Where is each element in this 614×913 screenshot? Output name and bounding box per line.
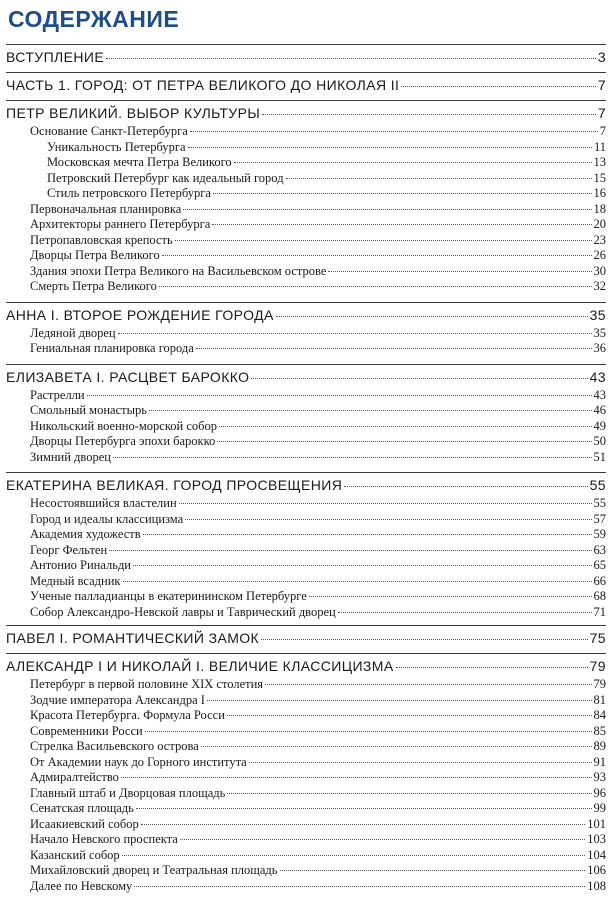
toc-entry[interactable]	[6, 434, 606, 450]
toc-page-number: 91	[593, 754, 606, 769]
dot-leader	[261, 639, 588, 640]
toc-entry[interactable]	[6, 589, 606, 605]
dot-leader	[162, 255, 592, 256]
toc-entry-title: Исаакиевский собор	[30, 816, 139, 831]
dot-leader	[249, 762, 592, 763]
toc-entry[interactable]	[6, 786, 606, 802]
toc-entry-title: Архитекторы раннего Петербурга	[30, 217, 211, 231]
dot-leader	[234, 162, 592, 163]
dot-leader	[396, 667, 588, 668]
dot-leader	[328, 271, 591, 272]
toc-entry[interactable]	[6, 677, 606, 693]
dot-leader	[185, 519, 591, 520]
toc-entry[interactable]	[6, 388, 606, 404]
toc-entry-title: Первоначальная планировка	[30, 201, 182, 216]
dot-leader	[113, 457, 592, 458]
toc-page-number: 71	[593, 604, 606, 619]
toc-page-number: 57	[593, 511, 606, 526]
toc-entry-title: АННА I. ВТОРОЕ РОЖДЕНИЕ ГОРОДА	[6, 306, 274, 323]
dot-leader	[251, 378, 587, 379]
dot-leader	[149, 410, 592, 411]
toc-page-number: 7	[599, 124, 606, 138]
toc-page-number: 7	[597, 77, 606, 93]
toc-chapter-heading[interactable]	[6, 367, 606, 387]
dot-leader	[179, 503, 592, 504]
toc-entry-title: Стиль петровского Петербурга	[47, 186, 211, 200]
toc-section	[6, 100, 606, 295]
dot-leader	[133, 565, 592, 566]
toc-entry-title: ВСТУПЛЕНИЕ	[6, 49, 105, 65]
toc-page-number: 75	[589, 630, 606, 646]
toc-page-number: 46	[593, 403, 606, 417]
toc-page-number: 93	[593, 770, 606, 784]
toc-entry-title: Начало Невского проспекта	[30, 832, 178, 846]
toc-chapter-heading[interactable]	[6, 75, 606, 95]
toc-entry[interactable]	[6, 527, 606, 543]
toc-entry-title: Петропавловская крепость	[30, 232, 173, 247]
toc-entry-title: Казанский собор	[30, 847, 120, 862]
dot-leader	[262, 114, 596, 115]
dot-leader	[145, 731, 592, 732]
toc-entry[interactable]	[6, 574, 606, 590]
toc-page-number: 55	[589, 477, 606, 493]
toc-entry-title: Растрелли	[30, 387, 85, 402]
toc-entry-title: Зодчие императора Александра I	[30, 692, 205, 707]
toc-page-number: 35	[589, 306, 606, 323]
toc-page-number: 7	[597, 105, 606, 121]
toc-entry-title: Далее по Невскому	[30, 878, 133, 893]
toc-section	[6, 653, 606, 894]
toc-entry-title: Собор Александро-Невской лавры и Таврический дворец	[30, 604, 336, 619]
toc-entry[interactable]	[6, 848, 606, 864]
dot-leader	[123, 581, 592, 582]
toc-entry[interactable]	[6, 832, 606, 848]
dot-leader	[134, 886, 585, 887]
toc-entry-title: Антонио Ринальди	[30, 558, 131, 572]
toc-entry[interactable]	[6, 817, 606, 833]
toc-entry-title: Петербург в первой половине XIX столетия	[30, 677, 264, 691]
dot-leader	[109, 550, 591, 551]
dot-leader	[141, 824, 586, 825]
dot-leader	[188, 147, 592, 148]
toc-entry-title: Медный всадник	[30, 573, 121, 588]
toc-entry[interactable]	[6, 450, 606, 466]
toc-entry[interactable]	[6, 264, 606, 280]
toc-entry-title: Зимний дворец	[30, 449, 111, 464]
toc-entry-title: Уникальность Петербурга	[47, 139, 186, 154]
toc-page-number: 108	[587, 878, 606, 893]
toc-entry[interactable]	[6, 770, 606, 786]
toc-entry-title: Михайловский дворец и Театральная площадь	[30, 863, 278, 877]
toc-page-number: 66	[593, 573, 606, 588]
toc-entry[interactable]	[6, 863, 606, 879]
toc-entry-title: Основание Санкт-Петербурга	[30, 124, 188, 138]
toc-entry-title: Георг Фельтен	[30, 542, 108, 557]
toc-page-number: 35	[593, 325, 606, 340]
toc-entry-title: Петровский Петербург как идеальный город	[47, 170, 284, 185]
toc-page-number: 26	[593, 248, 606, 262]
toc-entry[interactable]	[6, 217, 606, 233]
dot-leader	[87, 395, 592, 396]
toc-page-number: 30	[593, 263, 606, 278]
toc-page-number: 55	[593, 496, 606, 510]
toc-entry[interactable]	[6, 202, 606, 218]
dot-leader	[213, 193, 592, 194]
toc-entry[interactable]	[6, 140, 606, 156]
toc-entry[interactable]	[6, 755, 606, 771]
toc-entry[interactable]	[6, 708, 606, 724]
toc-page-number: 81	[593, 692, 606, 707]
toc-entry[interactable]	[6, 496, 606, 512]
toc-page-number: 99	[593, 801, 606, 815]
dot-leader	[219, 426, 592, 427]
toc-section	[6, 625, 606, 648]
dot-leader	[286, 178, 592, 179]
toc-chapter-heading[interactable]	[6, 103, 606, 123]
toc-entry[interactable]	[6, 419, 606, 435]
toc-entry[interactable]	[6, 739, 606, 755]
toc-entry-title: ПАВЕЛ I. РОМАНТИЧЕСКИЙ ЗАМОК	[6, 630, 260, 646]
toc-page-number: 103	[587, 832, 606, 846]
toc-chapter-heading[interactable]	[6, 628, 606, 648]
toc-entry[interactable]	[6, 279, 606, 295]
toc-entry-title: Город и идеалы классицизма	[30, 511, 184, 526]
dot-leader	[121, 777, 592, 778]
toc-entry-title: Ледяной дворец	[30, 325, 116, 340]
toc-entry-title: ЕКАТЕРИНА ВЕЛИКАЯ. ГОРОД ПРОСВЕЩЕНИЯ	[6, 477, 343, 493]
dot-leader	[159, 286, 592, 287]
toc-page-number: 3	[597, 49, 606, 65]
toc-page-number: 36	[593, 341, 606, 355]
toc-section	[6, 472, 606, 620]
dot-leader	[227, 715, 592, 716]
dot-leader	[401, 86, 595, 87]
dot-leader	[175, 240, 592, 241]
toc-page-number: 43	[589, 368, 606, 385]
dot-leader	[136, 808, 592, 809]
toc-page-number: 104	[587, 847, 606, 862]
toc-entry-title: Смерть Петра Великого	[30, 279, 157, 293]
toc-entry[interactable]	[6, 341, 606, 357]
dot-leader	[227, 793, 591, 794]
dot-leader	[309, 596, 592, 597]
toc-page-number: 16	[593, 186, 606, 200]
toc-entry-title: Смольный монастырь	[30, 403, 147, 417]
toc-entry[interactable]	[6, 879, 606, 895]
toc-entry[interactable]	[6, 693, 606, 709]
dot-leader	[106, 58, 596, 59]
toc-entry-title: Московская мечта Петра Великого	[47, 155, 232, 169]
toc-page-number: 15	[593, 170, 606, 185]
toc-page-number: 20	[593, 217, 606, 231]
toc-entry[interactable]	[6, 605, 606, 621]
toc-page-number: 11	[593, 139, 606, 154]
toc-section	[6, 44, 606, 67]
toc-entry-title: Современники Росси	[30, 723, 143, 738]
toc-entry-title: Академия художеств	[30, 527, 141, 541]
toc-entry[interactable]	[6, 124, 606, 140]
toc-entry-title: Гениальная планировка города	[30, 341, 194, 355]
toc-entry-title: ЧАСТЬ 1. ГОРОД: ОТ ПЕТРА ВЕЛИКОГО ДО НИКОЛАЯ II	[6, 77, 400, 93]
toc-entry-title: Здания эпохи Петра Великого на Васильевском острове	[30, 263, 327, 278]
toc-page-number: 49	[593, 418, 606, 433]
toc-page-number: 79	[593, 677, 606, 691]
toc-entry-title: Стрелка Васильевского острова	[30, 739, 199, 753]
toc-chapter-heading[interactable]	[6, 475, 606, 495]
toc-entry-title: Ученые палладианцы в екатерининском Петербурге	[30, 589, 307, 603]
toc-entry[interactable]	[6, 403, 606, 419]
dot-leader	[190, 131, 598, 132]
dot-leader	[183, 209, 591, 210]
dot-leader	[280, 870, 586, 871]
toc-section	[6, 364, 606, 466]
toc-page-number: 32	[593, 279, 606, 293]
toc-page-number: 89	[593, 739, 606, 753]
toc-entry-title: Никольский военно-морской собор	[30, 418, 217, 433]
toc-chapter-heading[interactable]	[6, 305, 606, 325]
toc-page-number: 50	[593, 434, 606, 448]
toc-entry[interactable]	[6, 186, 606, 202]
toc-page-number: 101	[587, 816, 606, 831]
toc-page-number: 23	[593, 232, 606, 247]
toc-entry[interactable]	[6, 801, 606, 817]
toc-entry[interactable]	[6, 248, 606, 264]
page-title: СОДЕРЖАНИЕ	[8, 6, 180, 32]
dot-leader	[276, 316, 588, 317]
toc-chapter-heading[interactable]	[6, 47, 606, 67]
dot-leader	[265, 684, 591, 685]
toc-page-number: 13	[593, 155, 606, 169]
toc-page-number: 18	[593, 201, 606, 216]
dot-leader	[217, 441, 591, 442]
table-of-contents	[0, 44, 614, 894]
toc-entry-title: Красота Петербурга. Формула Росси	[30, 708, 225, 722]
toc-entry-title: Главный штаб и Дворцовая площадь	[30, 785, 226, 800]
toc-entry[interactable]	[6, 155, 606, 171]
dot-leader	[122, 855, 586, 856]
toc-entry-title: От Академии наук до Горного института	[30, 754, 247, 769]
toc-page-number: 63	[593, 542, 606, 557]
dot-leader	[212, 224, 591, 225]
dot-leader	[201, 746, 592, 747]
toc-section	[6, 302, 606, 357]
toc-entry-title: АЛЕКСАНДР I И НИКОЛАЙ I. ВЕЛИЧИЕ КЛАССИЦИЗМА	[6, 658, 394, 674]
toc-entry-title: ПЕТР ВЕЛИКИЙ. ВЫБОР КУЛЬТУРЫ	[6, 105, 261, 121]
toc-entry[interactable]	[6, 724, 606, 740]
toc-page-number: 96	[593, 785, 606, 800]
dot-leader	[118, 333, 592, 334]
toc-page-number: 79	[589, 658, 606, 674]
toc-page-number: 65	[593, 558, 606, 572]
toc-entry[interactable]	[6, 512, 606, 528]
dot-leader	[196, 348, 592, 349]
toc-section	[6, 72, 606, 95]
toc-entry[interactable]	[6, 558, 606, 574]
toc-page-number: 85	[593, 723, 606, 738]
toc-page-number: 43	[593, 387, 606, 402]
toc-page-number: 106	[587, 863, 606, 877]
toc-entry-title: ЕЛИЗАВЕТА I. РАСЦВЕТ БАРОККО	[6, 368, 250, 385]
toc-entry[interactable]	[6, 326, 606, 342]
dot-leader	[338, 612, 592, 613]
toc-entry[interactable]	[6, 543, 606, 559]
toc-page-number: 51	[593, 449, 606, 464]
toc-entry[interactable]	[6, 171, 606, 187]
toc-entry-title: Сенатская площадь	[30, 801, 134, 815]
toc-page-number: 84	[593, 708, 606, 722]
dot-leader	[344, 486, 587, 487]
toc-page-number: 68	[593, 589, 606, 603]
dot-leader	[143, 534, 592, 535]
toc-entry-title: Дворцы Петербурга эпохи барокко	[30, 434, 216, 448]
toc-entry-title: Адмиралтейство	[30, 770, 119, 784]
toc-page-number: 59	[593, 527, 606, 541]
toc-entry-title: Несостоявшийся властелин	[30, 496, 177, 510]
dot-leader	[207, 700, 592, 701]
toc-entry[interactable]	[6, 233, 606, 249]
toc-chapter-heading[interactable]	[6, 656, 606, 676]
toc-entry-title: Дворцы Петра Великого	[30, 248, 160, 262]
dot-leader	[180, 839, 585, 840]
